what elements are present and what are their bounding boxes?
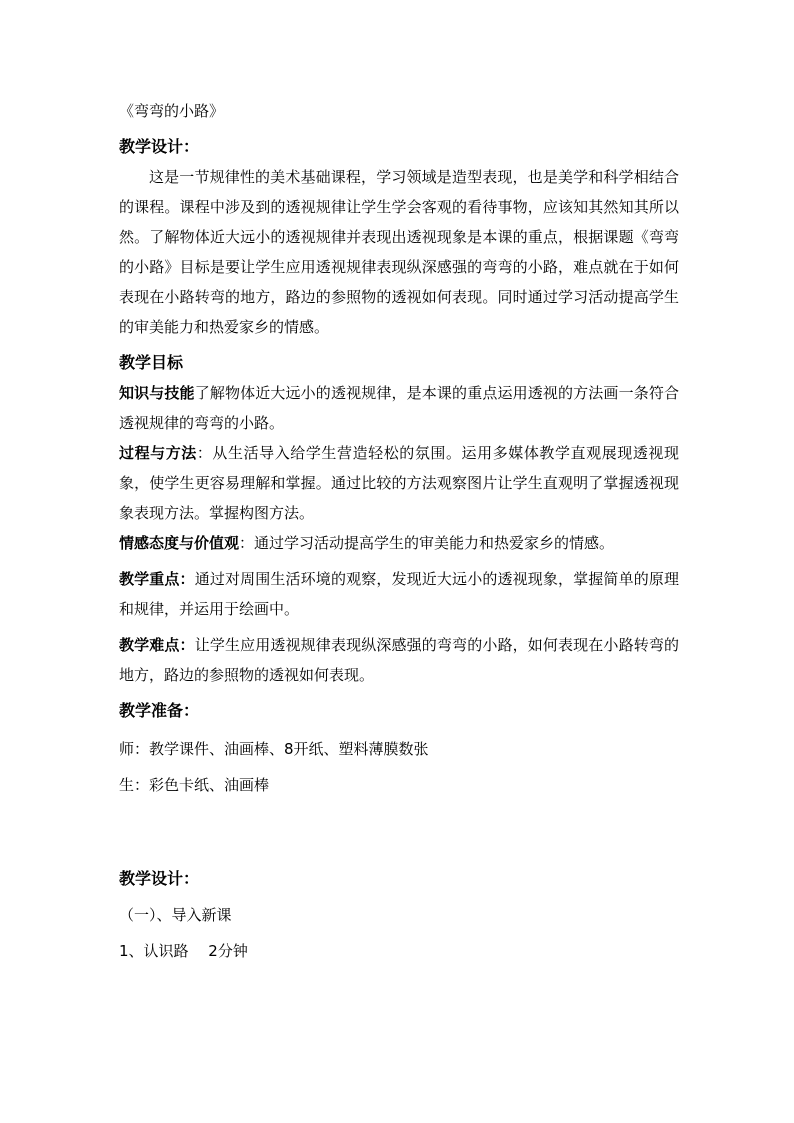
goal-process (119, 438, 679, 528)
section-intro: （一）、导入新课 (119, 906, 232, 924)
design-paragraph: 这是一节规律性的美术基础课程，学习领域是造型表现，也是美学和科学相结合的课程。课程中涉及到的透视规律让学生学会客观的看待事物，应该知其然知其所以然。了解物体近大远小的透视规律并表现出透视现象是本课的重点，根据课题《弯弯的小路》目标是要让学生应用透视规律表现纵深感强的弯弯的小路，难点就在于如何表现在小路转弯的地方，路边的参照物的透视如何表现。同时通过学习活动提高学生的审美能力和热爱家乡的情感。 (119, 168, 679, 336)
prep-item-student: 生：彩色卡纸、油画棒 (119, 776, 270, 794)
difficulty-text: 让学生应用透视规律表现纵深感强的弯弯的小路，如何表现在小路转弯的地方，路边的参照物的透视如何表现。 (119, 636, 679, 684)
difficulty (119, 630, 679, 690)
goals-heading: 教学目标 (119, 353, 184, 372)
key-point-label: 教学重点： (119, 570, 195, 588)
key-point-text: 通过对周围生活环境的观察，发现近大远小的透视现象，掌握简单的原理和规律，并运用于绘画中。 (119, 570, 679, 618)
goal-emotion-text: ：通过学习活动提高学生的审美能力和热爱家乡的情感。 (239, 534, 615, 552)
design-heading: 教学设计： (119, 137, 200, 156)
goal-emotion (119, 528, 679, 558)
prep-item-teacher: 师：教学课件、油画棒、8开纸、塑料薄膜数张 (119, 740, 429, 758)
document-title: 《弯弯的小路》 (119, 102, 225, 120)
goal-process-label: 过程与方法 (119, 444, 197, 462)
step-recognize-road: 1、认识路 2分钟 (119, 942, 248, 960)
prep-heading: 教学准备： (119, 701, 200, 720)
design2-heading: 教学设计： (119, 869, 200, 888)
goal-emotion-label: 情感态度与价值观 (119, 534, 240, 552)
goal-knowledge-label: 知识与技能 (119, 384, 195, 402)
goal-knowledge (119, 378, 679, 438)
difficulty-label: 教学难点： (119, 636, 195, 654)
document-body (119, 96, 679, 966)
goal-knowledge-text: 了解物体近大远小的透视规律，是本课的重点运用透视的方法画一条符合透视规律的弯弯的小路。 (119, 384, 679, 432)
goal-process-text: ：从生活导入给学生营造轻松的氛围。运用多媒体教学直观展现透视现象，使学生更容易理解和掌握。通过比较的方法观察图片让学生直观明了掌握透视现象表现方法。掌握构图方法。 (119, 444, 679, 522)
key-point (119, 564, 679, 624)
